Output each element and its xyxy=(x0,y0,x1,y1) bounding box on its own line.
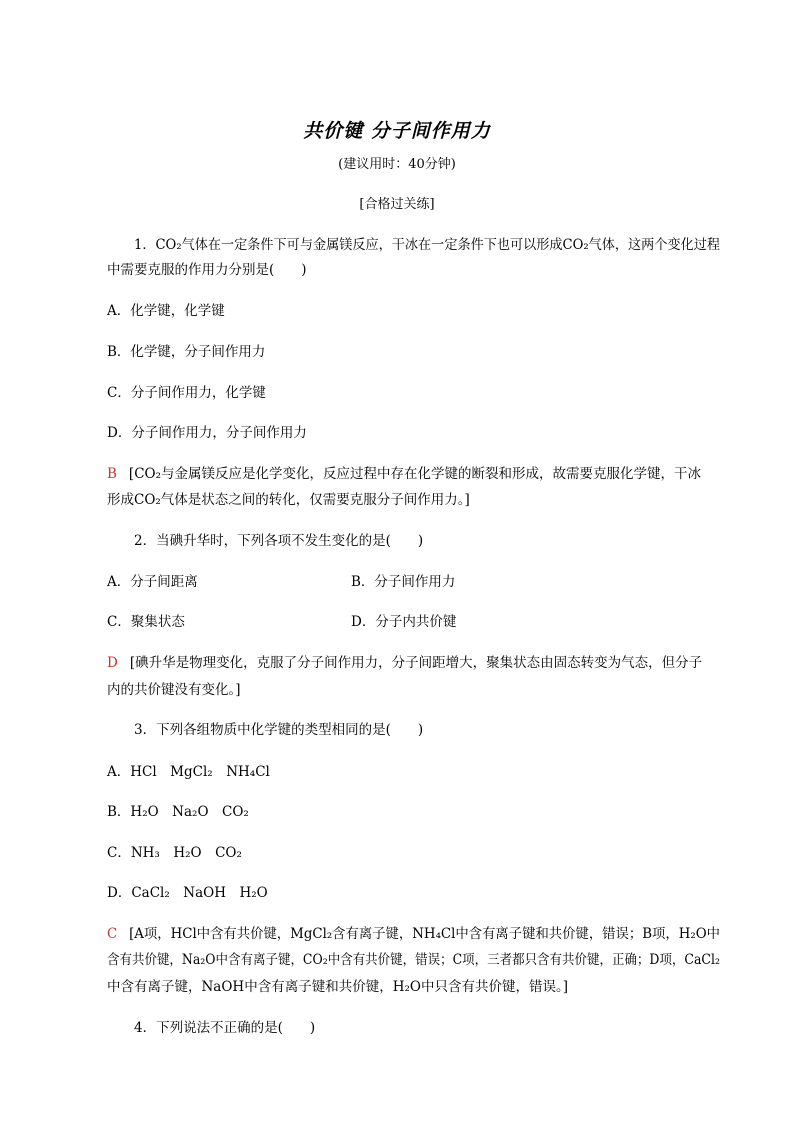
q1-stem-line2: 中需要克服的作用力分别是( ) xyxy=(107,262,307,278)
q1-option-d: D．分子间作用力，分子间作用力 xyxy=(107,425,307,441)
page-title: 共价键 分子间作用力 xyxy=(303,120,491,142)
q2-option-b: B．分子间作用力 xyxy=(351,574,456,590)
q2-stem: 2．当碘升华时，下列各项不发生变化的是( ) xyxy=(134,533,424,549)
q3-explanation-line3: 中含有离子键，NaOH中含有离子键和共价键，H₂O中只含有共价键，错误。] xyxy=(107,979,568,995)
q3-explanation-text: [A项，HCl中含有共价键，MgCl₂含有离子键，NH₄Cl中含有离子键和共价键，错误；B项，H₂O中 xyxy=(129,926,720,942)
q1-option-a: A．化学键，化学键 xyxy=(107,303,225,319)
q3-stem: 3．下列各组物质中化学键的类型相同的是( ) xyxy=(134,722,424,738)
q3-option-a: A．HCl MgCl₂ NH₄Cl xyxy=(107,764,270,780)
q3-option-d: D．CaCl₂ NaOH H₂O xyxy=(107,885,268,901)
q1-explanation-text: [CO₂与金属镁反应是化学变化，反应过程中存在化学键的断裂和形成，故需要克服化学键，干冰 xyxy=(128,466,701,482)
q1-stem-line1: 1．CO₂气体在一定条件下可与金属镁反应，干冰在一定条件下也可以形成CO₂气体，这两个变化过程 xyxy=(134,237,721,253)
q1-answer: B xyxy=(107,466,117,482)
q1-option-b: B．化学键，分子间作用力 xyxy=(107,344,266,360)
section-heading: [合格过关练] xyxy=(359,197,435,212)
q4-stem: 4．下列说法不正确的是( ) xyxy=(134,1020,316,1036)
q1-option-c: C．分子间作用力，化学键 xyxy=(107,385,266,401)
q3-answer: C xyxy=(107,926,118,942)
q2-option-a: A．分子间距离 xyxy=(107,574,198,590)
q2-answer: D xyxy=(107,655,118,671)
q3-option-b: B．H₂O Na₂O CO₂ xyxy=(107,804,249,820)
q2-option-c: C．聚集状态 xyxy=(107,614,185,630)
q2-explanation-line2: 内的共价键没有变化。] xyxy=(107,682,241,698)
q2-explanation-text: [碘升华是物理变化，克服了分子间作用力，分子间距增大，聚集状态由固态转变为气态，但分子 xyxy=(129,655,703,671)
q1-explanation-line2: 形成CO₂气体是状态之间的转化，仅需要克服分子间作用力。] xyxy=(107,492,470,508)
suggested-time: (建议用时：40分钟) xyxy=(338,157,456,172)
q2-option-d: D．分子内共价键 xyxy=(351,614,457,630)
q3-explanation-line1 xyxy=(107,924,720,944)
q3-option-c: C．NH₃ H₂O CO₂ xyxy=(107,845,242,861)
q1-explanation-line1 xyxy=(107,464,701,484)
q2-explanation-line1 xyxy=(107,653,702,673)
q3-explanation-line2: 含有共价键，Na₂O中含有离子键，CO₂中含有共价键，错误；C项，三者都只含有共价键，正确；D项，CaCl₂ xyxy=(107,952,720,968)
